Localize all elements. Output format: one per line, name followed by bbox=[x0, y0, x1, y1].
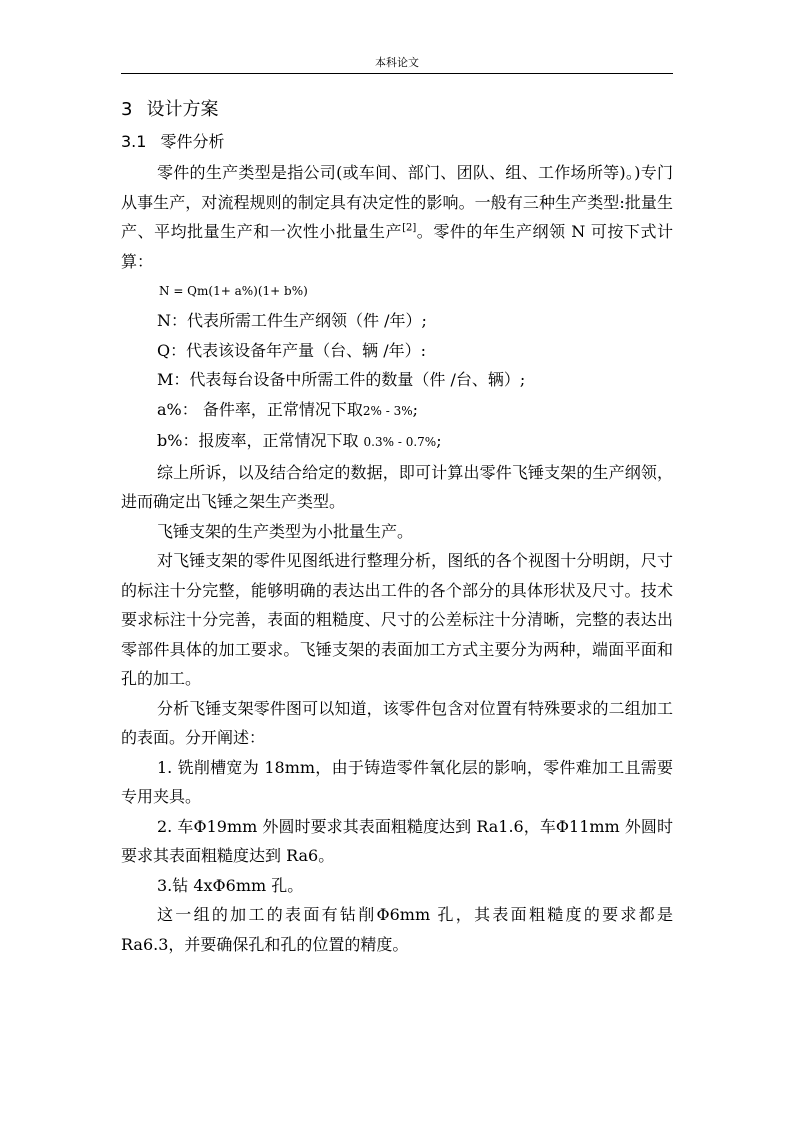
section-number: 3 bbox=[121, 99, 133, 120]
list-item-3: 3.钻 4xΦ6mm 孔。 bbox=[157, 875, 304, 895]
paragraph-summary: 综上所诉，以及结合给定的数据，即可计算出零件飞锤支架的生产纲领，进而确定出飞锤之架生产类型。 bbox=[121, 462, 673, 511]
paragraph-text-tail: 。零件的年生产纲领 N 可按下式计算： bbox=[121, 222, 673, 271]
subsection-heading bbox=[121, 126, 673, 158]
paragraph-text: 零件的生产类型是指公司(或车间、部门、团队、组、工作场所等)。)专门从事生产，对流程规则的制定具有决定性的影响。一般有三种生产类型:批量生产、平均批量生产和一次性小批量生产 bbox=[121, 163, 673, 241]
list-item-1: 1. 铣削槽宽为 18mm，由于铸造零件氧化层的影响，零件难加工且需要专用夹具。 bbox=[121, 757, 673, 806]
subsection-number: 3.1 bbox=[121, 132, 147, 151]
paragraph-drawing-analysis: 对飞锤支架的零件见图纸进行整理分析，图纸的各个视图十分明朗，尺寸的标注十分完整，能够明确的表达出工件的各个部分的具体形状及尺寸。技术要求标注十分完善，表面的粗糙度、尺寸的公差标注十分清晰，完整的表达出零部件具体的加工要求。飞锤支架的表面加工方式主要分为两种，端面平面和孔的加工。 bbox=[121, 551, 673, 688]
page-header: 本科论文 bbox=[375, 56, 419, 69]
definition-q: Q：代表该设备年产量（台、辆 /年）: bbox=[157, 340, 426, 360]
section-heading bbox=[121, 94, 673, 126]
definition-a-end: ; bbox=[412, 399, 418, 419]
formula: N = Qm(1+ a%)(1+ b%) bbox=[159, 284, 308, 298]
paragraph-production-type bbox=[121, 158, 673, 276]
definition-m: M：代表每台设备中所需工件的数量（件 /台、辆）; bbox=[157, 370, 526, 389]
paragraph-production-result: 飞锤支架的生产类型为小批量生产。 bbox=[157, 521, 414, 541]
section-title: 设计方案 bbox=[146, 99, 219, 120]
list-item-2: 2. 车Φ19mm 外圆时要求其表面粗糙度达到 Ra1.6，车Φ11mm 外圆时要求其表面粗糙度达到 Ra6。 bbox=[121, 816, 673, 865]
definition-b bbox=[121, 426, 673, 458]
definition-b-value: 0.3% - 0.7% bbox=[363, 435, 437, 449]
definition-a bbox=[121, 395, 673, 427]
paragraph-hole-requirements: 这一组的加工的表面有钻削Φ6mm 孔，其表面粗糙度的要求都是 Ra6.3，并要确保孔和孔的位置的精度。 bbox=[121, 905, 673, 954]
subsection-title: 零件分析 bbox=[160, 132, 225, 151]
definition-b-end: ; bbox=[436, 431, 442, 450]
citation-ref: [2] bbox=[402, 222, 417, 234]
definition-n: N：代表所需工件生产纲领（件 /年）; bbox=[157, 311, 427, 330]
definition-a-label: a%： 备件率，正常情况下取 bbox=[157, 399, 363, 419]
header-rule bbox=[121, 73, 673, 74]
page-content bbox=[121, 94, 673, 959]
paragraph-surface-groups: 分析飞锤支架零件图可以知道，该零件包含对位置有特殊要求的二组加工的表面。分开阐述： bbox=[121, 698, 673, 747]
definition-a-value: 2% - 3% bbox=[362, 403, 413, 418]
definition-b-label: b%：报废率，正常情况下取 bbox=[157, 431, 364, 450]
